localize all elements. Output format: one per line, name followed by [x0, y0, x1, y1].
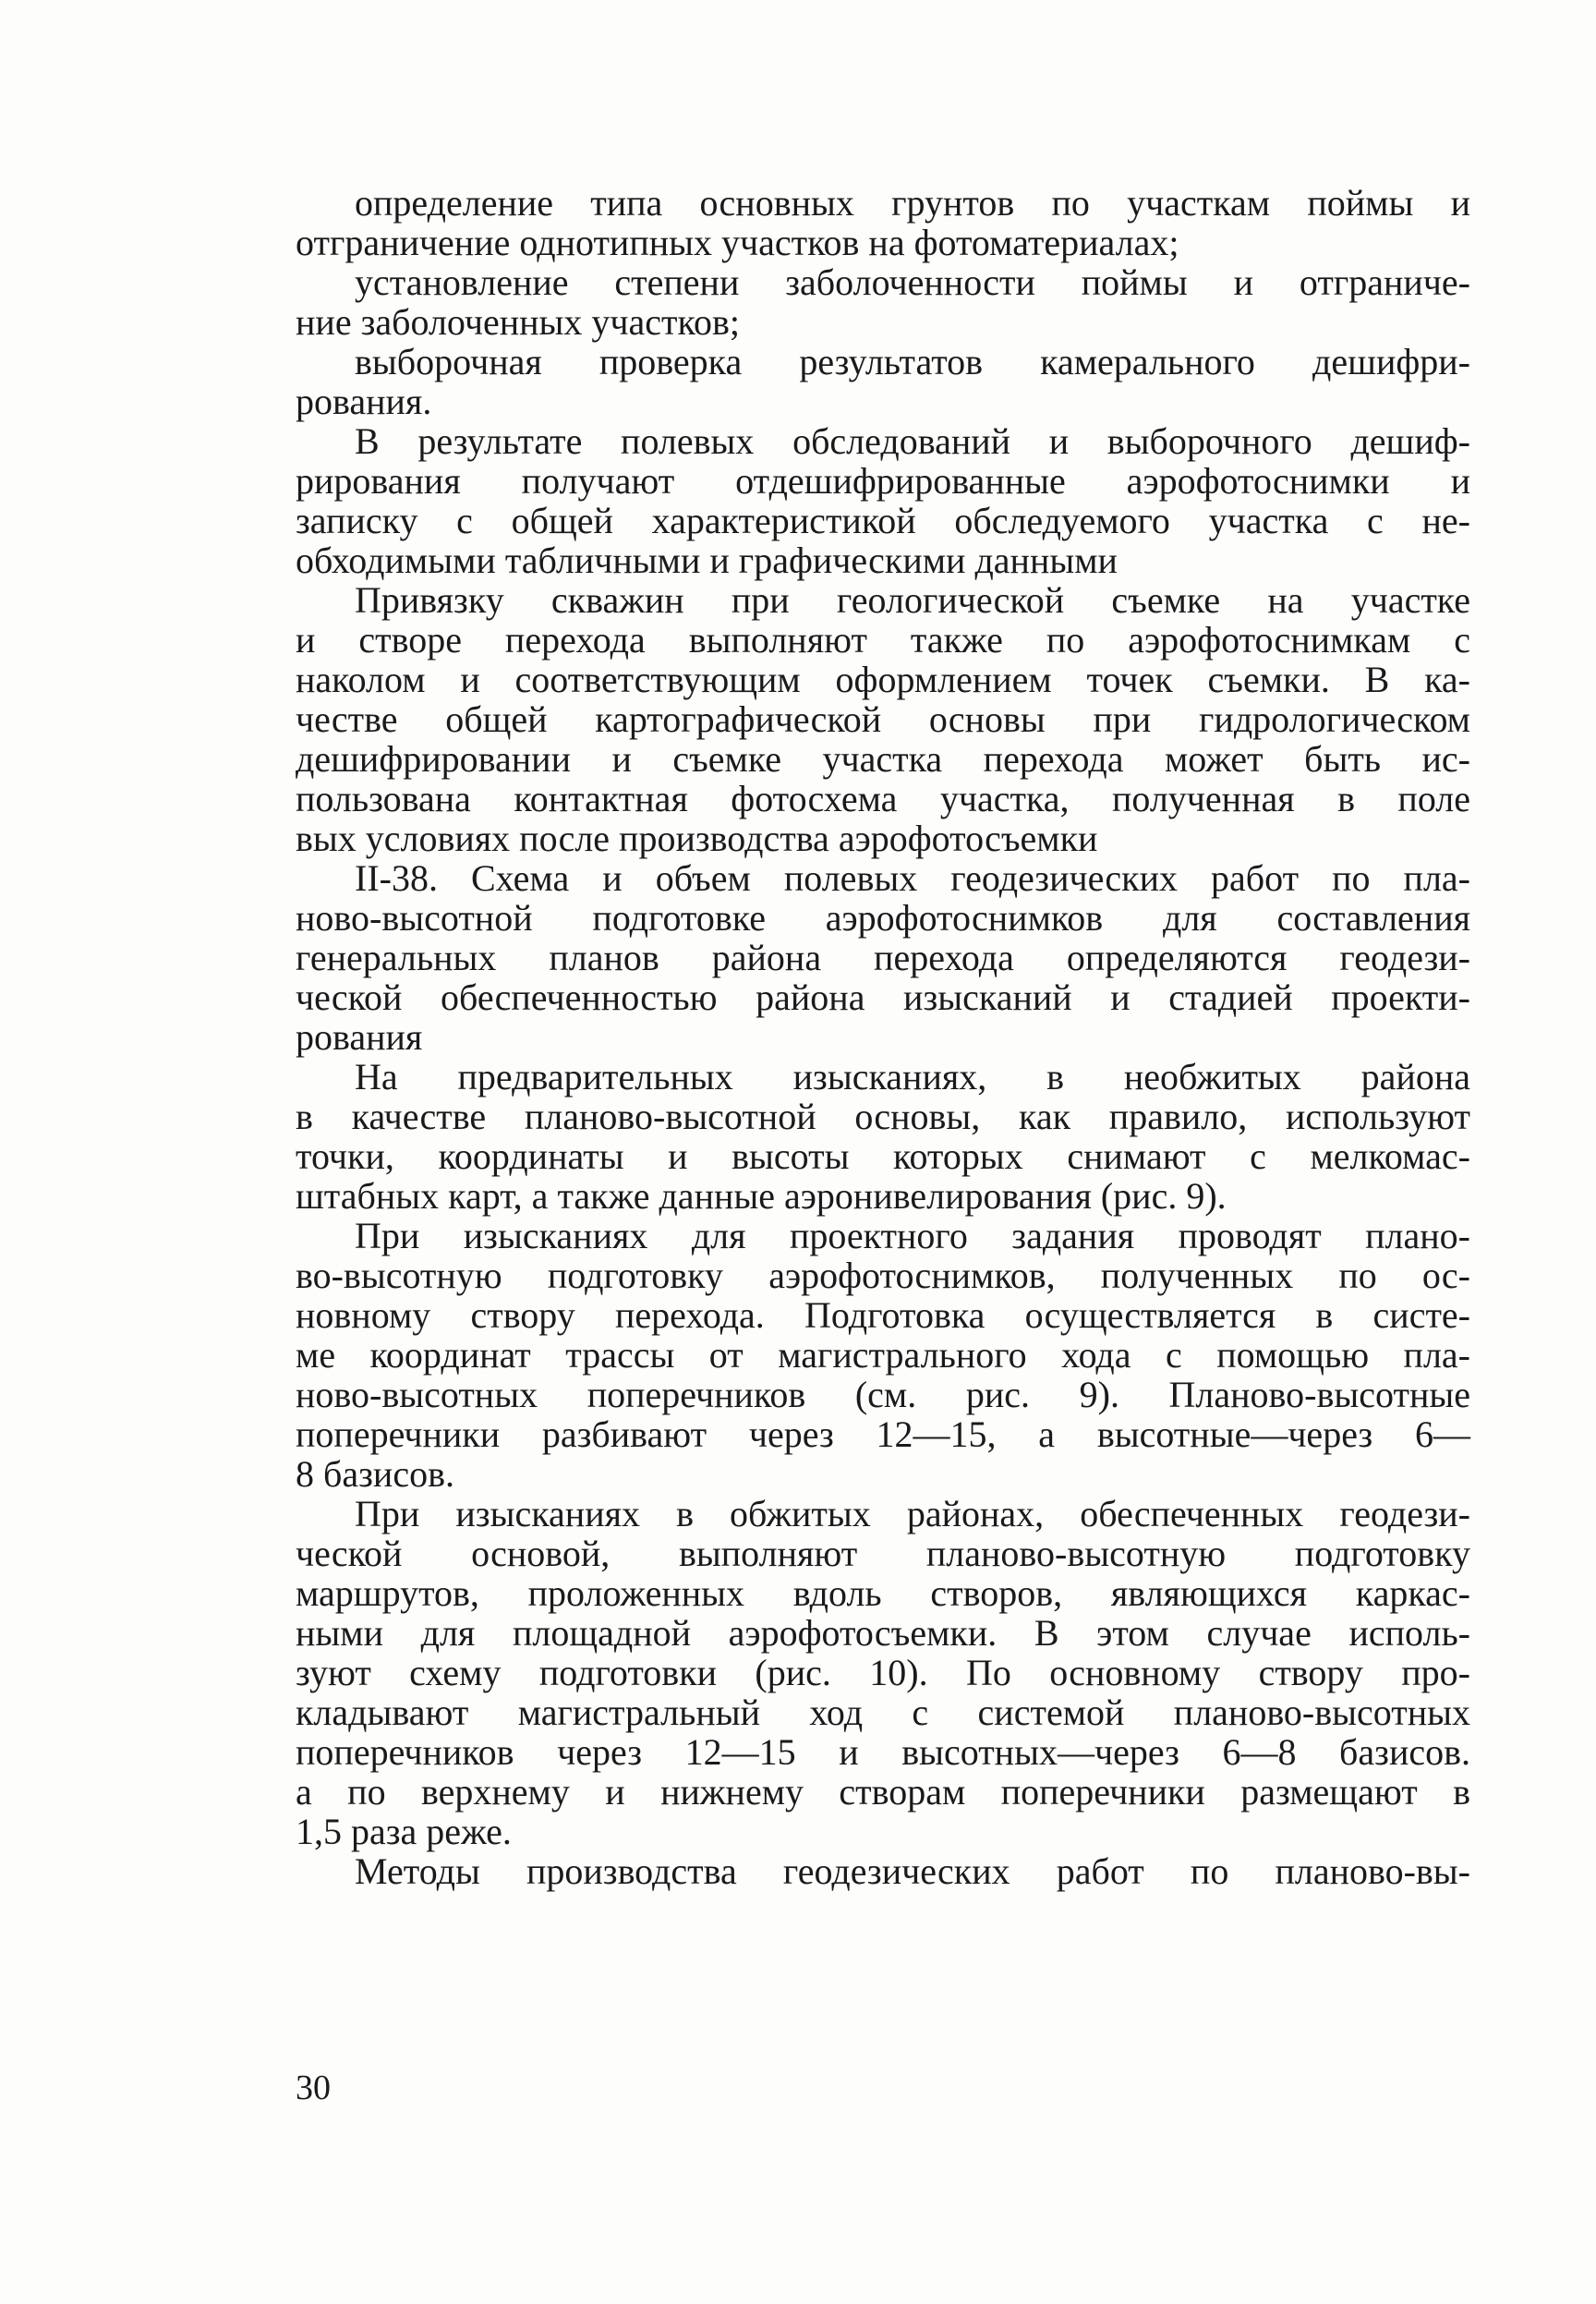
paragraph: [296, 1216, 1470, 1494]
text-line: При изысканиях в обжитых районах, обеспеченных геодези-: [355, 1493, 1470, 1534]
text-line: поперечников через 12—15 и высотных—через 6—8 базисов.: [296, 1731, 1470, 1773]
text-line: ме координат трассы от магистрального хода с помощью пла-: [296, 1334, 1470, 1376]
text-line: обходимыми табличными и графическими данными: [296, 540, 1118, 581]
text-line: выборочная проверка результатов камерального дешифри-: [355, 341, 1470, 382]
text-line: В результате полевых обследований и выборочного дешиф-: [355, 420, 1470, 462]
text-line: дешифрировании и съемке участка перехода может быть ис-: [296, 738, 1470, 780]
body-text: [296, 183, 1470, 1891]
text-line: зуют схему подготовки (рис. 10). По основному створу про-: [296, 1652, 1470, 1693]
text-line: 1,5 раза реже.: [296, 1811, 512, 1852]
paragraph: [296, 1494, 1470, 1851]
page-number: 30: [296, 2068, 331, 2107]
text-line: Методы производства геодезических работ по планово-вы-: [355, 1850, 1470, 1892]
text-line: 8 базисов.: [296, 1453, 454, 1495]
text-line: генеральных планов района перехода определяются геодези-: [296, 937, 1470, 978]
text-line: вых условиях после производства аэрофотосъемки: [296, 818, 1098, 859]
text-line: Привязку скважин при геологической съемке на участке: [355, 579, 1470, 621]
text-line: ными для площадной аэрофотосъемки. В этом случае исполь-: [296, 1612, 1470, 1654]
text-line: определение типа основных грунтов по участкам поймы и: [355, 182, 1470, 224]
text-line: рования: [296, 1016, 423, 1058]
text-line: установление степени заболоченности поймы и отграниче-: [355, 261, 1470, 303]
text-line: а по верхнему и нижнему створам поперечники размещают в: [296, 1771, 1470, 1813]
text-line: ново-высотных поперечников (см. рис. 9). Планово-высотные: [296, 1374, 1470, 1415]
text-line: ново-высотной подготовке аэрофотоснимков для составления: [296, 897, 1470, 939]
paragraph: [296, 262, 1470, 342]
text-line: честве общей картографической основы при гидрологическом: [296, 698, 1470, 740]
text-line: маршрутов, проложенных вдоль створов, являющихся каркас-: [296, 1572, 1470, 1614]
text-line: точки, координаты и высоты которых снимают с мелкомас-: [296, 1135, 1470, 1177]
paragraph: [296, 858, 1470, 1057]
text-line: рования.: [296, 381, 432, 422]
paragraph: [296, 1057, 1470, 1216]
text-line: новному створу перехода. Подготовка осуществляется в систе-: [296, 1294, 1470, 1336]
text-line: в качестве планово-высотной основы, как правило, используют: [296, 1096, 1470, 1137]
text-line: записку с общей характеристикой обследуемого участка с не-: [296, 500, 1470, 541]
text-line: кладывают магистральный ход с системой планово-высотных: [296, 1692, 1470, 1733]
text-line: штабных карт, а также данные аэронивелирования (рис. 9).: [296, 1175, 1227, 1217]
paragraph: [296, 1851, 1470, 1891]
text-line: На предварительных изысканиях, в необжитых района: [355, 1056, 1470, 1097]
text-line: пользована контактная фотосхема участка, полученная в поле: [296, 778, 1470, 819]
text-line: II-38. Схема и объем полевых геодезических работ по пла-: [355, 857, 1470, 899]
text-line: ние заболоченных участков;: [296, 301, 740, 343]
paragraph: [296, 183, 1470, 262]
text-line: При изысканиях для проектного задания проводят плано-: [355, 1215, 1470, 1256]
paragraph: [296, 342, 1470, 421]
text-line: рирования получают отдешифрированные аэрофотоснимки и: [296, 460, 1470, 502]
text-line: ческой обеспеченностью района изысканий и стадией проекти-: [296, 976, 1470, 1018]
paragraph: [296, 580, 1470, 858]
paragraph: [296, 421, 1470, 580]
text-line: поперечники разбивают через 12—15, а высотные—через 6—: [296, 1413, 1470, 1455]
text-line: во-высотную подготовку аэрофотоснимков, полученных по ос-: [296, 1255, 1470, 1296]
text-line: ческой основой, выполняют планово-высотную подготовку: [296, 1533, 1470, 1574]
text-line: отграничение однотипных участков на фотоматериалах;: [296, 222, 1179, 263]
text-line: и створе перехода выполняют также по аэрофотоснимкам с: [296, 619, 1470, 661]
text-line: наколом и соответствующим оформлением точек съемки. В ка-: [296, 659, 1470, 700]
